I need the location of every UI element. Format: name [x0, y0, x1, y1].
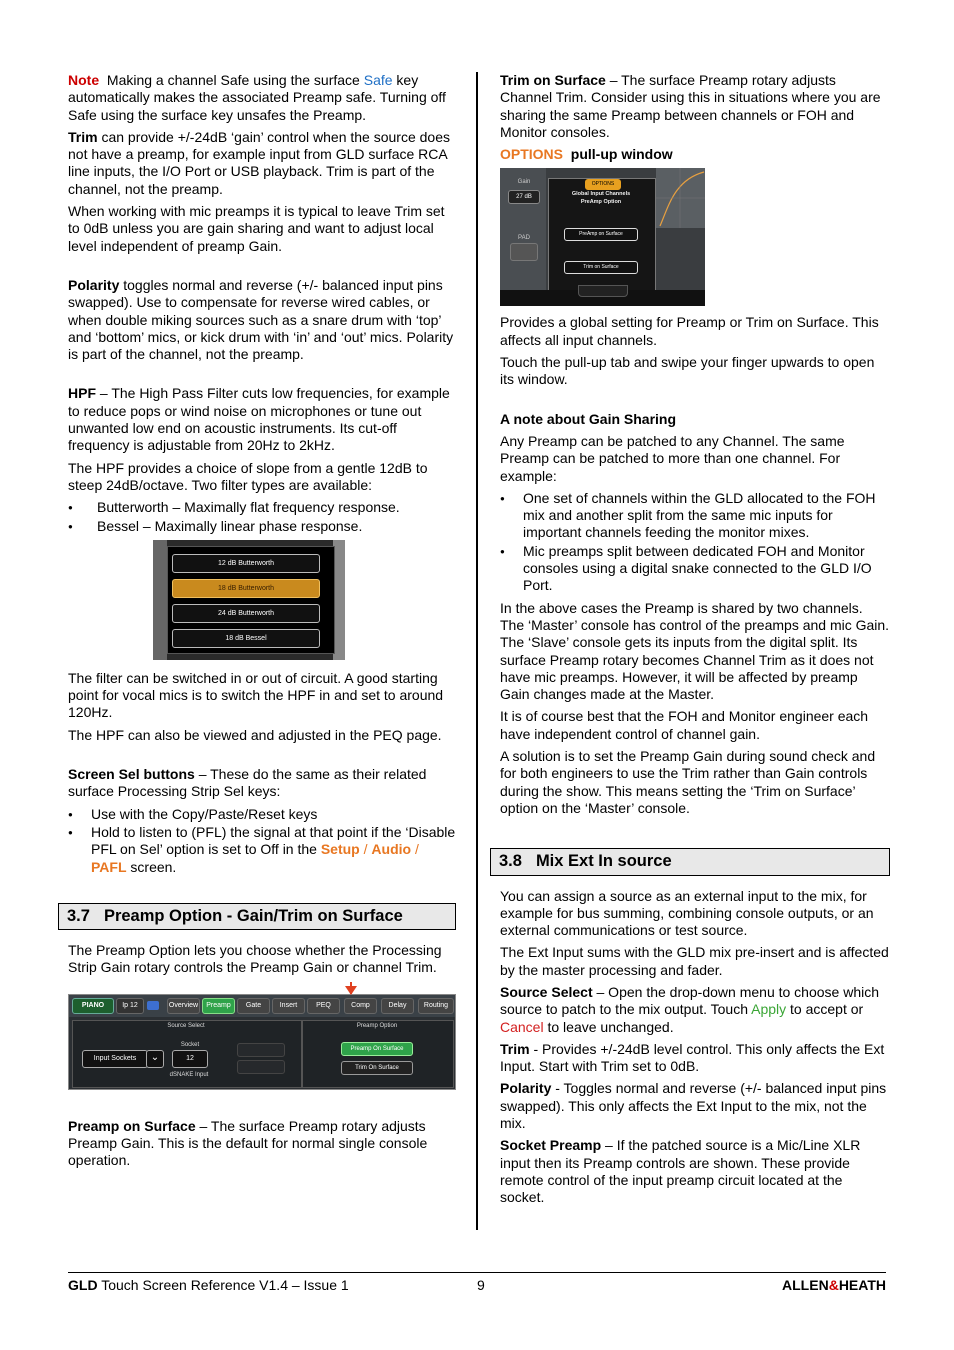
gain-label: Gain: [517, 179, 531, 186]
tab-delay[interactable]: Delay: [381, 998, 414, 1014]
screenshot-edge: [153, 540, 167, 660]
footer-doc-title: [68, 1277, 349, 1294]
ext-polarity-text: - Toggles normal and reverse (+/- balanced input pins swapped). This only affects the Ext Input to the mix, not the mix.: [500, 1080, 887, 1132]
hpf-paragraph-2: The HPF provides a choice of slope from a gentle 12dB to steep 24dB/octave. Two filter types are available:: [68, 459, 428, 493]
pad-button[interactable]: [510, 243, 538, 261]
hpf-paragraph-4: The HPF can also be viewed and adjusted in the PEQ page.: [68, 726, 442, 743]
left-column: [68, 72, 456, 1175]
list-item: [68, 824, 456, 876]
note-text-2: key automatically makes the associated Preamp safe. Turning off Safe using the surface key unsafes the Preamp.: [68, 72, 446, 123]
list-item: [68, 499, 456, 516]
preamp-option-screenshot: [68, 994, 456, 1090]
trim-on-surface-button[interactable]: Trim On Surface: [341, 1061, 413, 1075]
arrow-spacer: [68, 982, 456, 994]
preamp-on-surface-paragraph: [68, 1118, 456, 1170]
gain-sharing-paragraph-1: Any Preamp can be patched to any Channel. The same Preamp can be patched to more than one channel. For example:: [500, 432, 845, 484]
safe-link[interactable]: Safe: [363, 72, 393, 88]
curve-area: [656, 168, 705, 228]
pull-up-tab[interactable]: [578, 285, 628, 297]
touch-paragraph: Touch the pull-up tab and swipe your finger upwards to open its window.: [500, 354, 875, 388]
ss-text: – Open the drop-down menu to choose which source to patch to the mix output. Touch: [500, 983, 880, 1018]
apply-link[interactable]: Apply: [751, 1001, 787, 1018]
section-title: Preamp Option - Gain/Trim on Surface: [103, 906, 403, 925]
polarity-text: toggles normal and reverse (+/- balanced input pins swapped). Use to compensate for reverse wired cables, or when double miking sources such as a snare drum with ‘top’ and ‘bottom’ mics, or kick drum with ‘in’ and ‘out’ mics. Polarity is part of the channel, not the preamp.: [68, 276, 454, 363]
setup-link[interactable]: Setup: [320, 841, 360, 858]
trim-paragraph-2: When working with mic preamps it is typical to leave Trim set to 0dB unless you are gain sharing and want to adjust local level independent of preamp Gain.: [68, 203, 445, 254]
disabled-button: [237, 1043, 285, 1057]
audio-link[interactable]: Audio: [371, 841, 412, 858]
gain-sharing-paragraph-4: A solution is to set the Preamp Gain during sound check and for both engineers to use the Trim rather than Gain controls during the show. This means setting the ‘Trim on Surface’ option on the ‘Master’ console.: [500, 748, 876, 816]
source-select-title: Source Select: [167, 1022, 205, 1029]
pad-label: PAD: [518, 235, 530, 242]
source-select-paragraph: [500, 984, 890, 1036]
trim-paragraph: [68, 129, 456, 198]
hpf-bullet-list: [68, 499, 456, 535]
brand-part: ALLEN: [782, 1277, 829, 1293]
ext-polarity-label: Polarity: [500, 1080, 552, 1097]
column-divider: [476, 72, 478, 1230]
footer-rule: [68, 1272, 886, 1273]
tos-text: – The surface Preamp rotary adjusts Channel Trim. Consider using this in situations where you are sharing the same Preamp between channels or FOH and Monitor consoles.: [500, 72, 881, 140]
options-tab[interactable]: OPTIONS: [585, 179, 621, 190]
options-heading: [500, 146, 890, 163]
chevron-down-icon[interactable]: ⌄: [146, 1050, 164, 1068]
hpf-option-12db-butterworth[interactable]: 12 dB Butterworth: [172, 554, 320, 573]
section-3-8-heading: [490, 848, 890, 875]
ext-trim-text: - Provides +/-24dB level control. This only affects the Ext Input. Start with Trim set to 0dB.: [500, 1040, 885, 1075]
ext-paragraph-2: The Ext Input sums with the GLD mix pre-insert and is affected by the master processing and fader.: [500, 944, 889, 978]
hpf-curve-graphic: [656, 168, 705, 228]
cancel-link[interactable]: Cancel: [500, 1018, 544, 1035]
gain-sharing-title: A note about Gain Sharing: [500, 410, 677, 427]
trim-on-surface-paragraph: [500, 72, 890, 141]
sel-bullet-list: [68, 806, 456, 876]
footer-doc-rest: Touch Screen Reference V1.4 – Issue 1: [97, 1277, 349, 1293]
tab-insert[interactable]: Insert: [272, 998, 305, 1014]
list-item: ● Use with the Copy/Paste/Reset keys: [68, 806, 456, 823]
sel-label: Screen Sel buttons: [68, 766, 195, 783]
tab-channel-name[interactable]: PIANO: [72, 998, 114, 1014]
section-title: Mix Ext In source: [535, 852, 672, 871]
ext-trim-paragraph: [500, 1041, 890, 1076]
trim-text: can provide +/-24dB ‘gain’ control when the source does not have a preamp, for example input from GLD surface RCA line inputs, the I/O Port or USB playback. Trim is part of the channel, not the preamp.: [68, 128, 450, 197]
pos-text: – The surface Preamp rotary adjusts Preamp Gain. This is the default for normal single console operation.: [68, 1117, 428, 1169]
gain-sharing-paragraph-2: In the above cases the Preamp is shared by two channels. The ‘Master’ console has control of the preamps and mic Gain. The ‘Slave’ console gets its inputs from the digital split. Its surface Preamp rotary becomes Channel Trim as it does not have mic preamps. However, it will be affected by preamp Gain changes made at the Master.: [500, 599, 890, 703]
socket-preamp-text: – If the patched source is a Mic/Line XLR input then its Preamp controls are shown. These provide remote control of the input preamp circuit located at the socket.: [500, 1137, 861, 1206]
options-label: OPTIONS: [500, 146, 564, 163]
pafl-link[interactable]: PAFL: [91, 858, 127, 875]
bullet-text: Hold to listen to (PFL) the signal at that point if the ‘Disable PFL on Sel’ option is set to Off in the: [91, 823, 456, 858]
hpf-label: HPF: [68, 385, 96, 402]
sel-paragraph: [68, 766, 456, 801]
bullet-desc: – Maximally flat frequency response.: [168, 499, 400, 516]
hpf-menu-screenshot: [153, 540, 345, 660]
ss-text: to leave unchanged.: [543, 1018, 674, 1035]
note-paragraph: [68, 72, 456, 124]
gain-sharing-paragraph-3: It is of course best that the FOH and Monitor engineer each have independent control of channel gain.: [500, 708, 869, 742]
section-number: 3.7: [67, 906, 90, 925]
dsnake-label: dSNAKE Input: [169, 1071, 209, 1078]
polarity-label: Polarity: [68, 276, 120, 293]
tab-preamp[interactable]: Preamp: [202, 998, 235, 1014]
pos-label: Preamp on Surface: [68, 1117, 196, 1134]
arrowhead-icon: [345, 986, 357, 995]
preamp-option-title: Preamp Option: [356, 1022, 398, 1029]
note-text-1: Making a channel Safe using the surface: [106, 72, 364, 88]
brand-part: HEATH: [838, 1277, 886, 1293]
hpf-option-18db-butterworth[interactable]: 18 dB Butterworth: [172, 579, 320, 598]
hpf-text: – The High Pass Filter cuts low frequencies, for example to reduce pops or wind noise on microphones or tune out unwanted low end on acoustic instruments. Its cut-off frequency is adjustable from 20Hz to 2kHz.: [68, 385, 450, 454]
gain-value-field[interactable]: 27 dB: [508, 190, 540, 204]
socket-preamp-paragraph: [500, 1137, 890, 1206]
separator: /: [411, 841, 419, 858]
tab-routing[interactable]: Routing: [418, 998, 454, 1014]
tos-label: Trim on Surface: [500, 72, 606, 88]
section-number: 3.8: [499, 852, 522, 871]
ext-paragraph-1: You can assign a source as an external input to the mix, for example for bus summing, combining console outputs, or an external communications or test source.: [500, 887, 874, 939]
list-item: ● Mic preamps split between dedicated FOH and Monitor consoles using a digital snake connected to the GLD I/O Port.: [500, 543, 890, 595]
page-number: 9: [477, 1277, 485, 1293]
ss-text: to accept or: [786, 1001, 864, 1018]
ss-label: Source Select: [500, 983, 593, 1000]
socket-label: Socket: [180, 1041, 200, 1048]
footer-doc-bold: GLD: [68, 1277, 98, 1293]
right-column: [500, 72, 890, 1212]
bullet-text: screen.: [126, 858, 177, 875]
global-paragraph: Provides a global setting for Preamp or Trim on Surface. This affects all input channels.: [500, 314, 879, 348]
hpf-paragraph-3: The filter can be switched in or out of circuit. A good starting point for vocal mics is to switch the HPF in and set to around 120Hz.: [68, 669, 444, 721]
brand-logo: [782, 1277, 886, 1294]
bullet-desc: – Maximally linear phase response.: [139, 517, 363, 534]
separator: /: [359, 841, 372, 858]
section-3-7-heading: [58, 903, 456, 930]
popup-title-line-1: Global Input Channels: [571, 191, 631, 198]
gain-sharing-heading: [500, 411, 890, 428]
brand-amp: &: [828, 1277, 839, 1293]
gain-strip: [500, 168, 546, 290]
socket-preamp-label: Socket Preamp: [500, 1137, 602, 1154]
input-sockets-dropdown[interactable]: Input Sockets: [82, 1050, 148, 1068]
list-item: ● One set of channels within the GLD allocated to the FOH mix and another split from the same mic inputs for important channels feeding the monitor mixes.: [500, 490, 890, 542]
tab-gate[interactable]: Gate: [237, 998, 270, 1014]
tab-peq[interactable]: PEQ: [307, 998, 340, 1014]
preamp-on-surface-option[interactable]: PreAmp on Surface: [564, 228, 638, 241]
trim-label: Trim: [68, 128, 98, 145]
bullet-term: Butterworth: [97, 499, 169, 516]
ext-polarity-paragraph: [500, 1080, 890, 1132]
preamp-on-surface-button[interactable]: Preamp On Surface: [341, 1042, 413, 1056]
gain-sharing-bullet-list: [500, 490, 890, 595]
hpf-option-18db-bessel[interactable]: 18 dB Bessel: [172, 629, 320, 648]
hpf-option-24db-butterworth[interactable]: 24 dB Butterworth: [172, 604, 320, 623]
options-popup-screenshot: [500, 168, 705, 306]
hpf-paragraph: [68, 385, 456, 454]
trim-on-surface-option[interactable]: Trim on Surface: [564, 261, 638, 274]
sec37-paragraph: The Preamp Option lets you choose whether the Processing Strip Gain rotary controls the Preamp Gain or channel Trim.: [68, 942, 442, 976]
note-label: Note: [68, 72, 100, 88]
tab-overview[interactable]: Overview: [167, 998, 200, 1014]
sel-text: – These do the same as their related surface Processing Strip Sel keys:: [68, 766, 427, 800]
options-text: pull-up window: [570, 146, 673, 163]
channel-color-icon: [147, 1001, 159, 1010]
tab-channel-number[interactable]: Ip 12: [116, 998, 144, 1014]
tab-comp[interactable]: Comp: [344, 998, 377, 1014]
disabled-button: [237, 1060, 285, 1074]
ext-trim-label: Trim: [500, 1040, 530, 1057]
polarity-paragraph: [68, 277, 456, 363]
popup-title-line-2: PreAmp Option: [580, 199, 622, 206]
bullet-term: Bessel: [97, 517, 140, 534]
socket-number-field[interactable]: 12: [172, 1050, 208, 1068]
list-item: [68, 518, 456, 535]
